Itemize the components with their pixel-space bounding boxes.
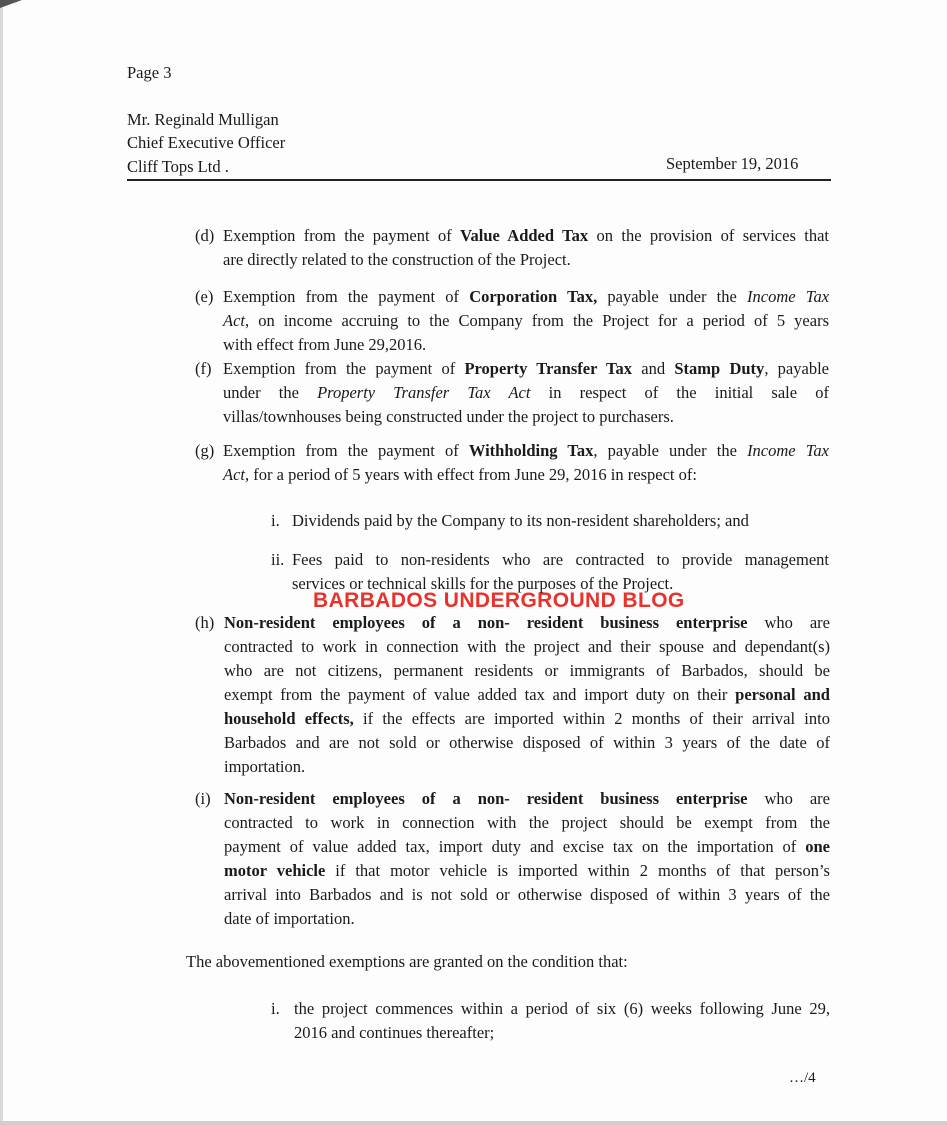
item-i-text: Non-resident employees of a non- resident business enterprise who are contracted to work in connection with the project should be exempt from the payment of value added tax, import duty and excise tax on the importation of one motor vehicle if that motor vehicle is imported within 2 months of that person’s arrival into Barbados and is not sold or otherwise disposed of within 3 years of the date of importation.: [224, 789, 830, 928]
condition-intro: The abovementioned exemptions are granted on the condition that:: [186, 952, 628, 971]
item-g-sub-ii-marker: ii.: [271, 550, 285, 569]
item-e-marker: (e): [195, 287, 214, 306]
recipient-name: Mr. Reginald Mulligan: [127, 110, 279, 129]
item-f-text: Exemption from the payment of Property Transfer Tax and Stamp Duty, payable under the Property Transfer Tax Act in respect of the initial sale of villas/townhouses being constructed under the project to purchasers.: [223, 359, 829, 426]
item-f-marker: (f): [195, 359, 212, 378]
item-h-marker: (h): [195, 613, 215, 632]
watermark: BARBADOS UNDERGROUND BLOG: [313, 589, 685, 612]
page-left-edge: [0, 0, 3, 1125]
item-e-text: Exemption from the payment of Corporation Tax, payable under the Income Tax Act, on income accruing to the Company from the Project for a period of 5 years with effect from June 29,2016.: [223, 287, 830, 354]
page-label: Page 3: [127, 63, 172, 82]
condition-i-text: the project commences within a period of six (6) weeks following June 29, 2016 and continues thereafter;: [294, 999, 830, 1042]
item-h-text: Non-resident employees of a non- resident business enterprise who are contracted to work in connection with the project and their spouse and dependant(s) who are not citizens, permanent residents or immigrants of Barbados, should be exempt from the payment of value added tax and import duty on their personal and household effects, if the effects are imported within 2 months of their arrival into Barbados and are not sold or otherwise disposed of within 3 years of the date of importation.: [224, 613, 830, 776]
corner-mark: [0, 0, 22, 8]
item-g-marker: (g): [195, 441, 215, 460]
recipient-company: Cliff Tops Ltd .: [127, 157, 229, 176]
recipient-title: Chief Executive Officer: [127, 133, 286, 152]
item-d-text: Exemption from the payment of Value Added Tax on the provision of services that are directly related to the construction of the Project.: [223, 226, 829, 269]
item-g-text: Exemption from the payment of Withholding Tax, payable under the Income Tax Act, for a period of 5 years with effect from June 29, 2016 in respect of:: [223, 441, 829, 484]
item-i-marker: (i): [195, 789, 211, 808]
letter-date: September 19, 2016: [666, 154, 799, 173]
continuation-marker: …/4: [789, 1070, 816, 1086]
item-g-sub-ii-text: Fees paid to non-residents who are contracted to provide management services or technical skills for the purposes of the Project.: [292, 550, 829, 593]
item-g-sub-i-text: Dividends paid by the Company to its non-resident shareholders; and: [292, 511, 749, 530]
page-bottom-edge: [0, 1121, 947, 1125]
item-g-sub-i-marker: i.: [271, 511, 280, 530]
condition-i-marker: i.: [271, 999, 280, 1018]
header-rule: [127, 179, 831, 181]
item-d-marker: (d): [195, 226, 215, 245]
